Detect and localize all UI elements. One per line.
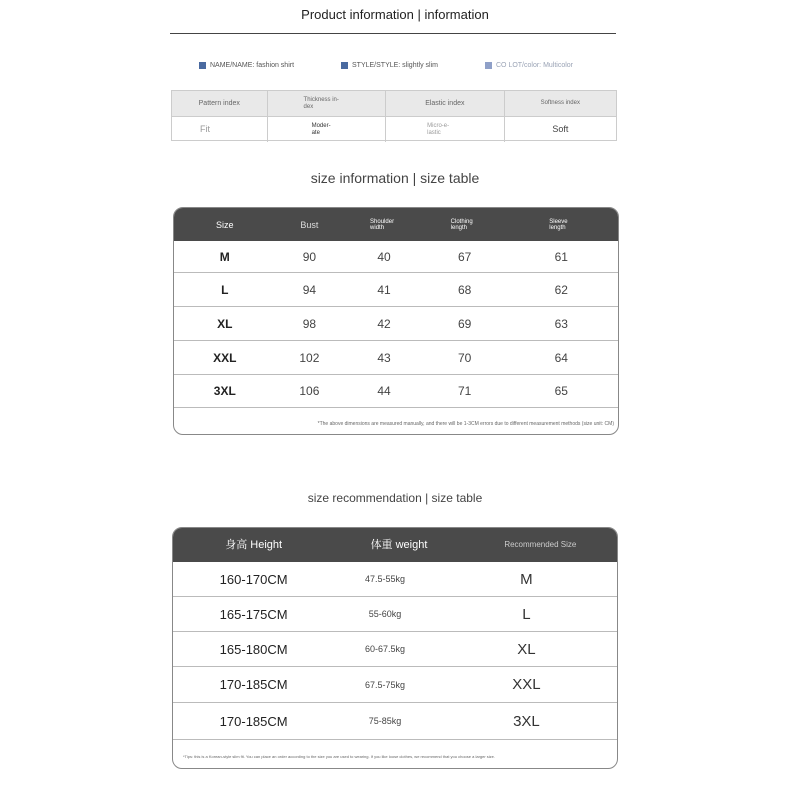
attr-header-softness: Softness index	[540, 100, 580, 106]
size-table-body	[174, 241, 618, 408]
shoulder-cell: 41	[377, 282, 391, 297]
size-table-note-row	[174, 408, 618, 435]
attr-value-pattern: Fit	[172, 117, 268, 142]
size-info-title: size information | size table	[310, 170, 480, 186]
size-cell: XL	[217, 316, 233, 331]
rec-table-note: *Tips: this is a Korean-style slim fit. You can place an order according to the size you are used to wearing. If you like loose clothes, we recommend that you choose a larger size.	[183, 754, 496, 759]
header-clothing-length: Clothing length	[450, 218, 473, 231]
sleeve-cell: 64	[554, 350, 568, 365]
size-cell: M	[219, 249, 230, 264]
height-cell: 170-185CM	[219, 713, 288, 729]
header-recommended-size: Recommended Size	[504, 540, 577, 549]
recommended-size-cell: M	[520, 570, 533, 588]
sleeve-cell: 61	[554, 249, 568, 264]
attr-header-elastic: Elastic index	[386, 91, 504, 116]
weight-cell: 60-67.5kg	[365, 644, 406, 654]
size-table-note: *The above dimensions are measured manually, and there will be 1-3CM errors due to different measurement methods (size unit: CM)	[317, 420, 614, 427]
size-cell: L	[221, 282, 229, 297]
shoulder-cell: 44	[377, 384, 391, 398]
weight-cell: 75-85kg	[368, 716, 402, 726]
info-style-label: STYLE/STYLE: slightly slim	[352, 62, 438, 69]
attributes-table	[171, 90, 617, 141]
title-divider	[170, 33, 616, 34]
height-cell: 160-170CM	[219, 571, 288, 587]
size-cell: XXL	[213, 350, 237, 365]
header-shoulder: Shoulder width	[370, 218, 395, 231]
header-weight: 体重 weight	[370, 538, 428, 551]
shoulder-cell: 40	[377, 249, 391, 264]
attributes-header-row	[172, 91, 616, 116]
info-color	[485, 62, 573, 69]
attr-header-thickness: Thickness in-dex	[268, 91, 387, 116]
info-color-label: CO LOT/color: Multicolor	[496, 62, 574, 69]
size-recommendation-table	[172, 527, 618, 769]
size-table-row	[174, 307, 618, 341]
size-table-row	[174, 273, 618, 307]
square-bullet-icon	[341, 62, 348, 69]
weight-cell: 55-60kg	[368, 609, 402, 619]
rec-table-note-row	[173, 740, 617, 769]
attr-value-thickness: Moder-ate	[268, 117, 387, 142]
header-height: 身高 Height	[225, 538, 283, 551]
info-style	[341, 62, 438, 69]
size-table-header	[174, 208, 618, 241]
length-cell: 67	[458, 249, 472, 264]
attr-value-softness: Soft	[552, 124, 569, 134]
sleeve-cell: 63	[554, 316, 568, 331]
rec-table-row	[173, 597, 617, 632]
recommended-size-cell: 3XL	[513, 712, 540, 730]
bust-cell: 102	[299, 350, 320, 365]
product-info-title: Product information | information	[301, 7, 489, 22]
recommended-size-cell: XXL	[512, 676, 541, 693]
sleeve-cell: 62	[554, 282, 568, 297]
size-table-row	[174, 241, 618, 273]
recommended-size-cell: L	[522, 605, 531, 623]
size-table-row	[174, 375, 618, 408]
attr-header-pattern: Pattern index	[172, 91, 268, 116]
rec-table-row	[173, 667, 617, 703]
recommended-size-cell: XL	[517, 640, 536, 658]
height-cell: 165-175CM	[219, 606, 288, 622]
bust-cell: 106	[299, 384, 320, 398]
shoulder-cell: 43	[377, 350, 391, 365]
info-name	[199, 62, 294, 69]
size-table	[173, 207, 619, 435]
rec-table-header	[173, 528, 617, 562]
attr-value-elastic: Micro-e-lastic	[386, 117, 505, 142]
bust-cell: 90	[302, 249, 317, 264]
length-cell: 70	[458, 350, 472, 365]
info-name-label: NAME/NAME: fashion shirt	[210, 62, 295, 69]
size-cell: 3XL	[213, 384, 236, 398]
header-sleeve-length: Sleeve length	[549, 218, 568, 231]
header-bust: Bust	[300, 219, 319, 230]
shoulder-cell: 42	[377, 316, 391, 331]
header-size: Size	[216, 219, 234, 230]
height-cell: 170-185CM	[219, 677, 288, 692]
height-cell: 165-180CM	[219, 641, 288, 657]
rec-table-row	[173, 703, 617, 740]
length-cell: 69	[458, 316, 472, 331]
bust-cell: 94	[302, 282, 317, 297]
rec-table-body	[173, 562, 617, 740]
weight-cell: 47.5-55kg	[365, 574, 406, 584]
weight-cell: 67.5-75kg	[365, 679, 406, 690]
size-table-row	[174, 341, 618, 375]
square-bullet-icon	[485, 62, 492, 69]
size-rec-title: size recommendation | size table	[307, 491, 483, 505]
length-cell: 68	[458, 282, 472, 297]
sleeve-cell: 65	[554, 384, 568, 398]
square-bullet-icon	[199, 62, 206, 69]
rec-table-row	[173, 562, 617, 597]
rec-table-row	[173, 632, 617, 667]
length-cell: 71	[458, 384, 472, 398]
attributes-value-row	[172, 116, 616, 142]
bust-cell: 98	[302, 316, 317, 331]
